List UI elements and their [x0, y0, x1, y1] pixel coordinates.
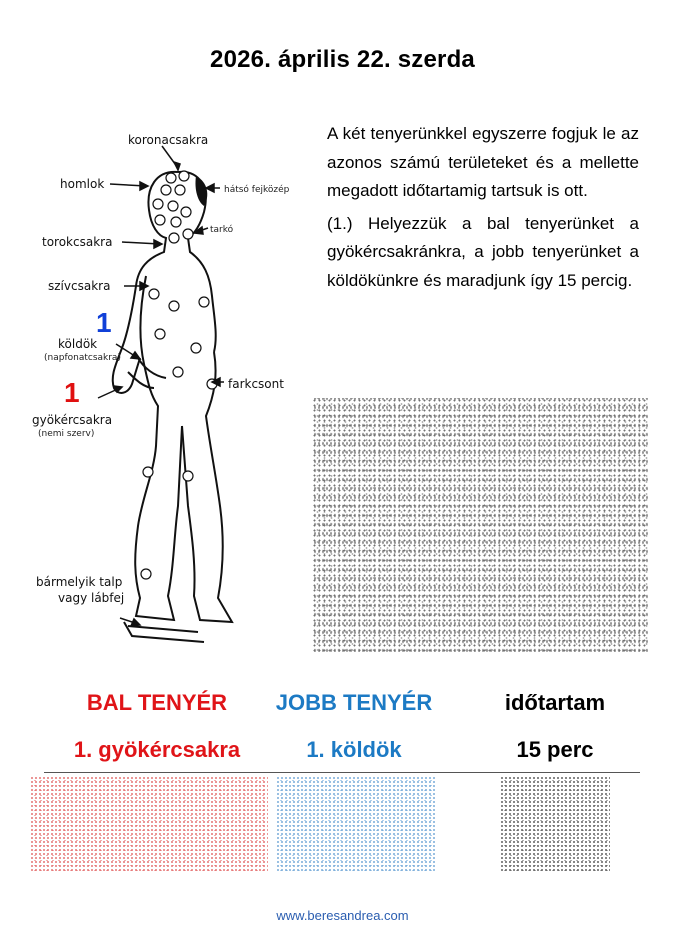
label-koldok: köldök [58, 337, 98, 351]
label-foot-line2: vagy lábfej [58, 591, 125, 605]
marker-red-number: 1 [64, 377, 80, 408]
instructions-text [327, 120, 639, 299]
header-jobb-tenyer: JOBB TENYÉR [275, 690, 433, 715]
label-gyokercsakra: gyökércsakra [32, 413, 113, 427]
label-farkcsont: farkcsont [228, 377, 284, 391]
header-idotartam: időtartam [504, 690, 606, 715]
cell-left-hand: 1. gyökércsakra [73, 737, 241, 762]
table-row [0, 737, 685, 769]
noise-blue-overlay [276, 776, 436, 872]
label-homlok: homlok [60, 177, 105, 191]
noise-red-overlay [30, 776, 268, 872]
label-napfonatcsakra: (napfonatcsakra) [44, 353, 121, 363]
label-torokcsakra: torokcsakra [42, 235, 113, 249]
noise-overlay [312, 398, 648, 652]
header-bal-tenyer: BAL TENYÉR [86, 690, 228, 715]
body-diagram [28, 126, 318, 646]
instructions-paragraph-2: (1.) Helyezzük a bal tenyerünket a gyökércsakránkra, a jobb tenyerünket a köldökünkre és maradjunk így 15 percig. [327, 213, 639, 290]
noise-black-overlay [500, 776, 610, 872]
website-link[interactable]: www.beresandrea.com [276, 908, 409, 923]
back-head-marker [195, 176, 207, 206]
label-nemi-szerv: (nemi szerv) [38, 429, 95, 439]
page-title: 2026. április 22. szerda [210, 46, 475, 73]
label-tarko: tarkó [210, 225, 234, 235]
human-figure-illustration [28, 126, 318, 646]
label-foot-line1: bármelyik talp [36, 575, 123, 589]
label-szivcsakra: szívcsakra [48, 279, 111, 293]
label-koronacsakra: koronacsakra [128, 133, 209, 147]
cell-duration: 15 perc [516, 737, 594, 762]
label-hatso-fejkozep: hátsó fejközép [224, 185, 290, 195]
instructions-paragraph-1: A két tenyerünkkel egyszerre fogjuk le az azonos számú területeket és a mellette megadott időtartamig tartsuk is ott. [327, 124, 639, 200]
table-header-row [0, 690, 685, 722]
marker-blue-number: 1 [96, 307, 112, 338]
cell-right-hand: 1. köldök [306, 737, 402, 762]
table-divider [44, 772, 640, 773]
